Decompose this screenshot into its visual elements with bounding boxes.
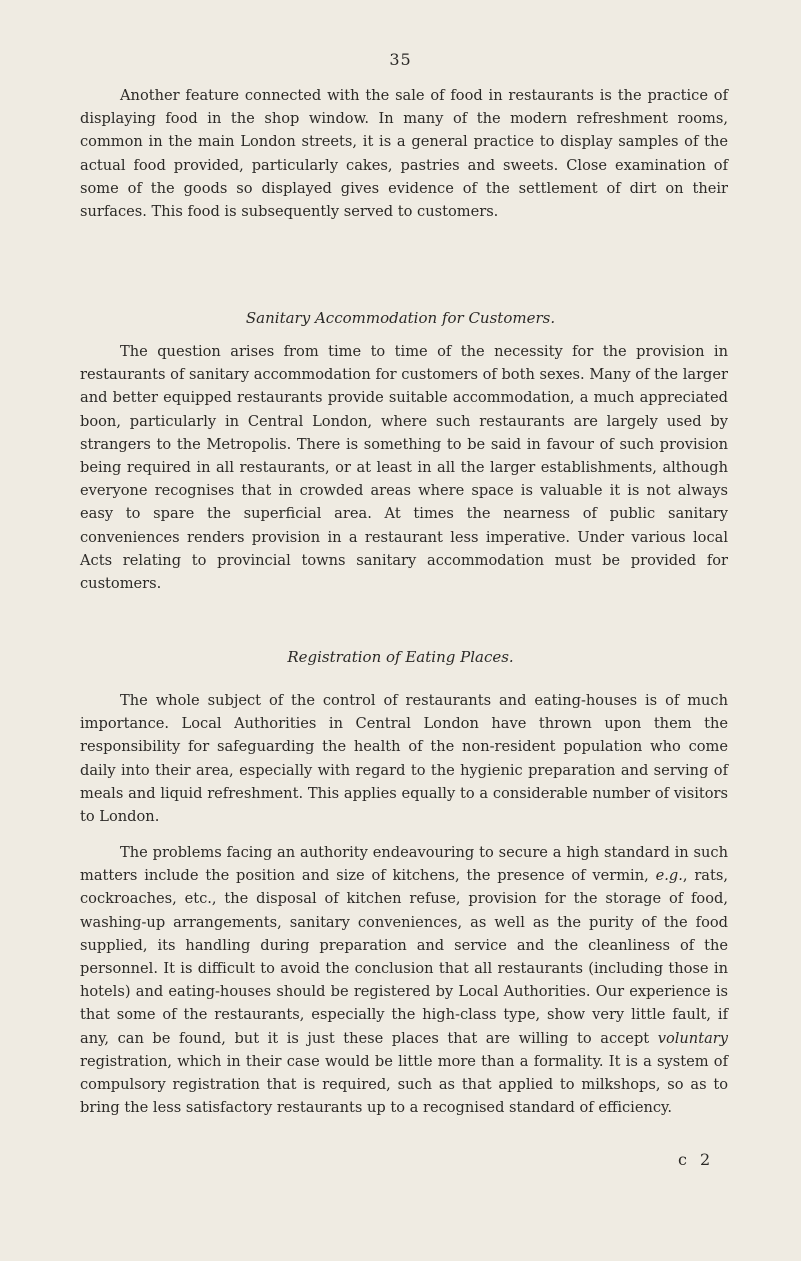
section-heading-registration: Registration of Eating Places. <box>287 648 514 666</box>
italic-text: voluntary <box>657 1029 728 1047</box>
section-heading-sanitary-accommodation: Sanitary Accommodation for Customers. <box>245 309 556 327</box>
italic-text: e.g. <box>655 867 683 885</box>
paragraph-sanitary-accommodation: The question arises from time to time of the necessity for the provision in restaurants of sanitary accommodation for customers of both sexes. Many of the larger and better equipped restaurants provide suitable accommodation, a much appreciated boon, particularly in Central London, where such restaurants are largely used by strangers to the Metropolis. There is something to be said in favour of such provision being required in all restaurants, or at least in all the larger establishments, although everyone recognises that in crowded areas where space is valuable it is not always easy to spare the superficial area. At times the nearness of public sanitary conveniences renders provision in a restaurant less imperative. Under various local Acts relating to provincial towns sanitary accommodation must be provided for customers. <box>80 343 728 593</box>
page-number: 35 <box>389 50 412 69</box>
paragraph-registration-responsibility: The whole subject of the control of restaurants and eating-houses is of much importance. Local Authorities in Central London have thrown upon them the responsibility for safeguarding the health of the non-resident population who come daily into their area, especially with regard to the hygienic preparation and serving of meals and liquid refreshment. This applies equally to a considerable number of visitors to London. <box>80 692 728 826</box>
paragraph-registration-problems: The problems facing an authority endeavouring to secure a high standard in such matters include the position and size of kitchens, the presence of vermin, e.g., rats, cockroaches, etc., the disposal of kitchen refuse, provision for the storage of food, washing-up arrangements, sanitary conveniences, as well as the purity of the food supplied, its handling during preparation and service and the cleanliness of the personnel. It is difficult to avoid the conclusion that all restaurants (including those in hotels) and eating-houses should be registered by Local Authorities. Our experience is that some of the restaurants, especially the high-class type, show very little fault, if any, can be found, but it is just these places that are willing to accept voluntary registration, which in their case would be little more than a formality. It is a system of compulsory registration that is required, such as that applied to milkshops, so as to bring the less satisfactory restaurants up to a recognised standard of efficiency. <box>80 844 728 1117</box>
signature-mark: c 2 <box>678 1150 715 1169</box>
paragraph-food-display: Another feature connected with the sale of food in restaurants is the practice of displaying food in the shop window. In many of the modern refreshment rooms, common in the main London streets, it is a general practice to display samples of the actual food provided, particularly cakes, pastries and sweets. Close examination of some of the goods so displayed gives evidence of the settlement of dirt on their surfaces. This food is subsequently served to customers. <box>80 87 728 221</box>
